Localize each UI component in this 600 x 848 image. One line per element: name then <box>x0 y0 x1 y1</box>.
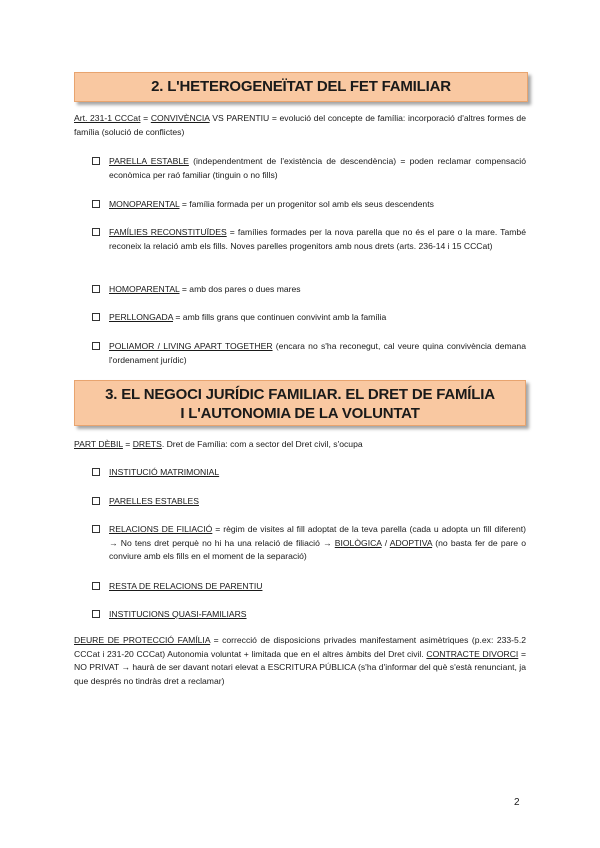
article-reference: Art. 231-1 CCCat <box>74 113 141 123</box>
list-item <box>92 226 526 253</box>
item-desc: = amb fills grans que continuen convivint amb la família <box>173 312 387 322</box>
item-term: POLIAMOR / LIVING APART TOGETHER <box>109 341 273 351</box>
section-2-intro <box>74 112 526 139</box>
item-desc: = règim de visites al fill adoptat de la teva parella (cada u adopta un fill diferent) → No tens dret perquè no hi ha una relació de filiació → <box>109 524 526 548</box>
contracte-divorci-term: CONTRACTE DIVORCI <box>426 648 519 659</box>
item-term: RESTA DE RELACIONS DE PARENTIU <box>109 581 263 591</box>
item-term: FAMÍLIES RECONSTITUÏDES <box>109 227 227 237</box>
closing-text-2: = NO PRIVAT → haurà de ser davant notari elevat a ESCRITURA PÚBLICA (s'ha d'informar del què s'està renunciant, ja que després no tindràs dret a reclamar) <box>74 648 527 686</box>
checkbox-icon <box>92 342 100 350</box>
item-desc: (encara no s'ha reconegut, cal veure quina convivència demana l'ordenament jurídic) <box>109 341 526 365</box>
item-desc: = família formada per un progenitor sol amb els seus descendents <box>179 199 434 209</box>
intro-rest: VS PARENTIU = evolució del concepte de família: incorporació d'altres formes de família (solució de conflictes) <box>74 113 526 137</box>
item-term: HOMOPARENTAL <box>109 284 180 294</box>
intro-rest: . Dret de Família: com a sector del Dret civil, s'ocupa <box>161 439 363 449</box>
list-item <box>92 523 526 564</box>
item-desc: = amb dos pares o dues mares <box>179 284 301 294</box>
item-desc: (independentment de l'existència de descendència) = poden reclamar compensació econòmica per raó familiar (tinguin o no fills) <box>109 156 526 180</box>
closing-text-1: = correcció de disposicions privades manifestament asimètriques (p.ex: 233-5.2 CCCat i 231-20 CCCat) Autonomia voluntat + limitada que en el altres àmbits del Dret civil. <box>74 635 526 659</box>
item-term: PARELLA ESTABLE <box>109 156 189 166</box>
section-3-heading-line2: I L'AUTONOMIA DE LA VOLUNTAT <box>180 405 420 422</box>
list-item <box>92 340 526 367</box>
item-term: PARELLES ESTABLES <box>109 496 199 506</box>
section-3-intro <box>74 438 526 452</box>
equals-text: = <box>122 439 133 449</box>
adoptiva-term: ADOPTIVA <box>389 537 433 548</box>
deure-proteccio-term: DEURE DE PROTECCIÓ FAMÍLIA <box>74 635 211 645</box>
checkbox-icon <box>92 525 100 533</box>
checkbox-icon <box>92 582 100 590</box>
list-item <box>92 155 526 182</box>
list-item <box>92 198 526 212</box>
checkbox-icon <box>92 157 100 165</box>
section-2-heading: 2. L'HETEROGENEÏTAT DEL FET FAMILIAR <box>74 72 528 102</box>
item-term: INSTITUCIÓ MATRIMONIAL <box>109 467 220 477</box>
page-number: 2 <box>514 797 520 808</box>
part-debil-term: PART DÈBIL <box>74 439 123 449</box>
checkbox-icon <box>92 313 100 321</box>
checkbox-icon <box>92 200 100 208</box>
closing-paragraph <box>74 634 526 688</box>
list-item <box>92 466 526 480</box>
list-item <box>92 283 526 297</box>
convivencia-term: CONVIVÈNCIA <box>150 113 210 123</box>
list-item <box>92 311 526 325</box>
biologica-term: BIOLÒGICA <box>334 537 382 548</box>
list-item <box>92 580 526 594</box>
list-item <box>92 608 526 622</box>
list-item <box>92 495 526 509</box>
checkbox-icon <box>92 610 100 618</box>
item-desc-2: (no basta fer de pare o conviure amb els fills en el moment de la separació) <box>109 537 526 561</box>
slash-text: / <box>381 537 390 548</box>
drets-term: DRETS <box>132 439 162 449</box>
item-term: RELACIONS DE FILIACIÓ <box>109 524 213 534</box>
item-term: INSTITUCIONS QUASI-FAMILIARS <box>109 609 247 619</box>
item-term: PERLLONGADA <box>109 312 173 322</box>
item-term: MONOPARENTAL <box>109 199 180 209</box>
section-3-heading-line1: 3. EL NEGOCI JURÍDIC FAMILIAR. EL DRET DE FAMÍLIA <box>105 386 495 403</box>
checkbox-icon <box>92 228 100 236</box>
checkbox-icon <box>92 468 100 476</box>
section-3-heading <box>74 380 526 426</box>
equals-text: = <box>140 113 151 123</box>
checkbox-icon <box>92 285 100 293</box>
item-desc: = famílies formades per la nova parella que no és el pare o la mare. També reconeix la relació amb els fills. Noves parelles progenitors amb nous drets (arts. 236-14 i 15 CCCat) <box>109 227 526 251</box>
checkbox-icon <box>92 497 100 505</box>
